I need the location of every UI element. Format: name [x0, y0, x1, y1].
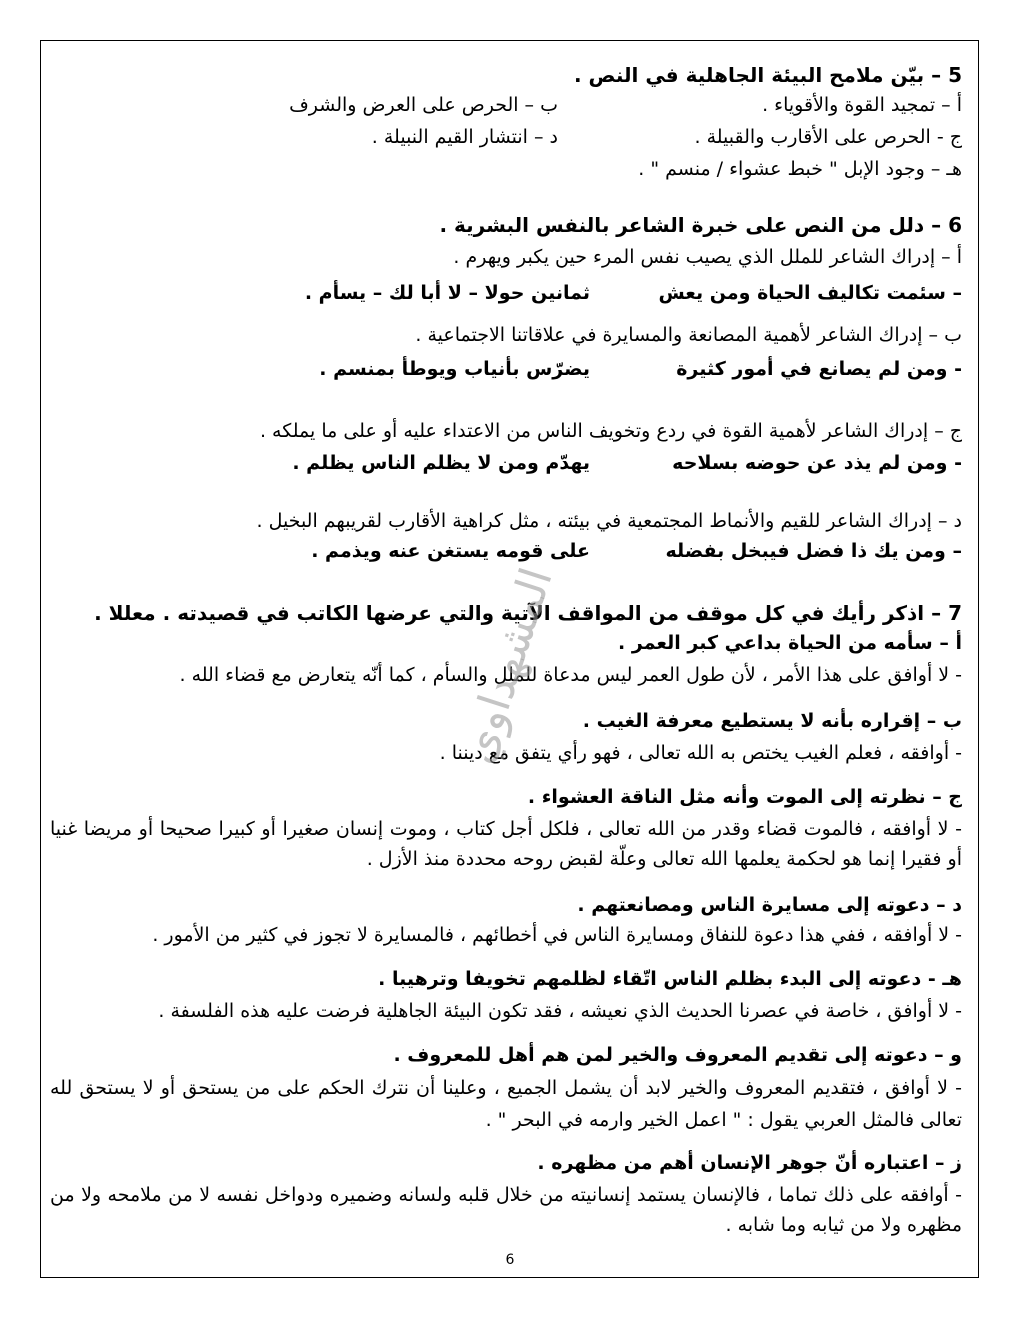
q6-a-verse-second: ثمانين حولا – لا أبا لك – يسأم .: [304, 282, 590, 304]
q7-a-heading: أ – سأمه من الحياة بداعي كبر العمر .: [618, 632, 962, 654]
q7-g-heading: ز – اعتباره أنّ جوهر الإنسان أهم من مظهره .: [537, 1152, 962, 1174]
q6-a-text: أ – إدراك الشاعر للملل الذي يصيب نفس المرء حين يكبر ويهرم .: [453, 246, 962, 268]
q7-c-answer: - لا أوافقه ، فالموت قضاء وقدر من الله تعالى ، فلكل أجل كتاب ، وموت إنسان صغيرا أو كبيرا صحيحا أو مريضا غنيا أو فقيرا إنما هو لحكمة يعلمها الله تعالى وعلّة لقبض روحه محددة منذ الأزل .: [50, 818, 962, 870]
q5-option-c: ج - الحرص على الأقارب والقبيلة .: [694, 126, 962, 148]
watermark: المشهداوي: [451, 561, 563, 770]
q6-b-verse-first: - ومن لم يصانع في أمور كثيرة: [676, 358, 962, 380]
q7-d-answer: - لا أوافقه ، ففي هذا دعوة للنفاق ومسايرة الناس في أخطائهم ، فالمسايرة لا تجوز في كثير من الأمور .: [152, 924, 962, 946]
q6-a-verse-first: – سئمت تكاليف الحياة ومن يعش: [658, 282, 962, 304]
q6-c-text: ج – إدراك الشاعر لأهمية القوة في ردع وتخويف الناس من الاعتداء عليه أو على ما يملكه .: [259, 420, 962, 442]
q7-b-answer: - أوافقه ، فعلم الغيب يختص به الله تعالى ، فهو رأي يتفق مع ديننا .: [439, 742, 962, 764]
q7-d-heading: د – دعوته إلى مسايرة الناس ومصانعتهم .: [577, 894, 962, 916]
q6-title: 6 – دلل من النص على خبرة الشاعر بالنفس البشرية .: [439, 213, 962, 237]
q6-c-verse-second: يهدّم ومن لا يظلم الناس يظلم .: [292, 452, 590, 474]
q6-d-verse-first: – ومن يك ذا فضل فيبخل بفضله: [665, 540, 962, 562]
q7-e-heading: هـ - دعوته إلى البدء بظلم الناس اتّقاء لظلمهم تخويفا وترهيبا .: [378, 968, 962, 990]
q7-a-answer: - لا أوافق على هذا الأمر ، لأن طول العمر ليس مدعاة للملل والسأم ، كما أنّه يتعارض مع قضاء الله .: [179, 664, 962, 686]
q7-f-heading: و – دعوته إلى تقديم المعروف والخير لمن هم أهل للمعروف .: [393, 1044, 962, 1066]
q5-title: 5 – بيّن ملامح البيئة الجاهلية في النص .: [573, 63, 962, 87]
q7-g-answer: - أوافقه على ذلك تماما ، فالإنسان يستمد إنسانيته من خلال قلبه ولسانه وضميره ودواخل نفسه لا من ملامحه ولا من مظهره ولا من ثيابه وما شابه .: [50, 1184, 962, 1236]
q5-option-d: د – انتشار القيم النبيلة .: [371, 126, 558, 148]
q6-b-verse-second: يضرّس بأنياب ويوطأ بمنسم .: [319, 358, 590, 380]
q7-f-answer: - لا أوافق ، فتقديم المعروف والخير لابد أن يشمل الجميع ، وعلينا أن نترك الحكم على من يستحق أو لا يستحق لله تعالى فالمثل العربي يقول : " اعمل الخير وارمه في البحر " .: [50, 1077, 962, 1131]
q7-c-heading: ج – نظرته إلى الموت وأنه مثل الناقة العشواء .: [527, 786, 962, 808]
page-number: 6: [505, 1252, 515, 1268]
q5-option-b: ب – الحرص على العرض والشرف: [289, 94, 558, 116]
q7-b-heading: ب – إقراره بأنه لا يستطيع معرفة الغيب .: [582, 710, 962, 732]
q7-e-answer: - لا أوافق ، خاصة في عصرنا الحديث الذي نعيشه ، فقد تكون البيئة الجاهلية فرضت عليه هذه الفلسفة .: [158, 1000, 962, 1022]
q6-d-text: د – إدراك الشاعر للقيم والأنماط المجتمعية في بيئته ، مثل كراهية الأقارب لقريبهم البخيل .: [256, 510, 962, 532]
q6-b-text: ب – إدراك الشاعر لأهمية المصانعة والمسايرة في علاقاتنا الاجتماعية .: [415, 324, 962, 346]
q5-option-e: هـ – وجود الإبل " خبط عشواء / منسم " .: [638, 158, 962, 180]
q7-title: 7 – اذكر رأيك في كل موقف من المواقف الآتية والتي عرضها الكاتب في قصيدته . معللا .: [94, 601, 962, 625]
q5-option-a: أ – تمجيد القوة والأقوياء .: [762, 94, 962, 116]
q6-c-verse-first: - ومن لم يذد عن حوضه بسلاحه: [672, 452, 962, 474]
q6-d-verse-second: على قومه يستغن عنه ويذمم .: [311, 540, 590, 562]
